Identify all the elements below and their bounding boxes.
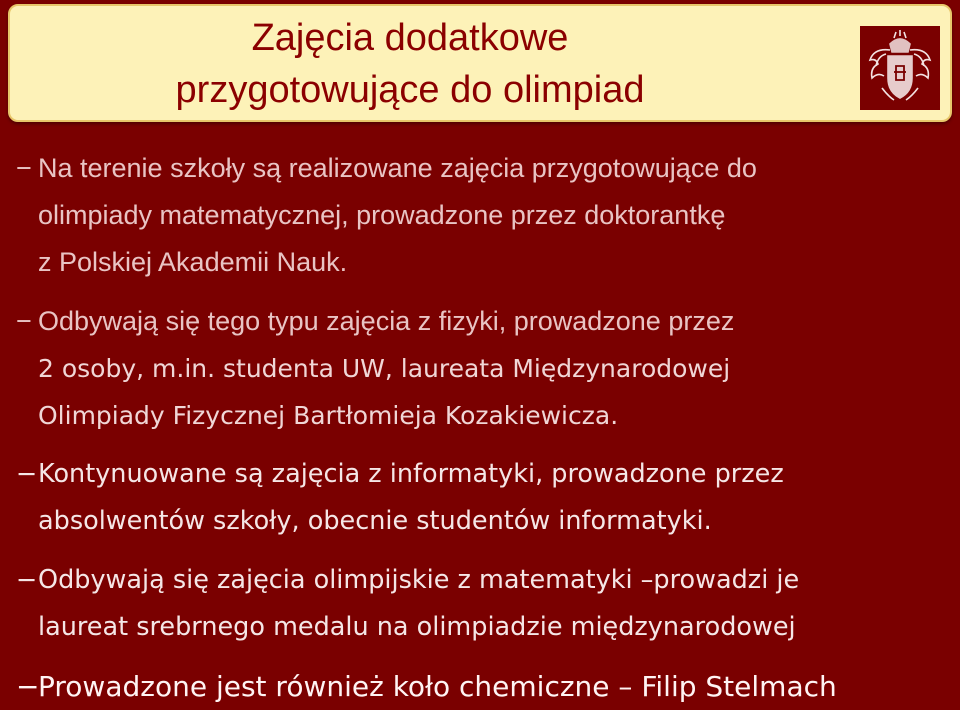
bullet-text-line: Na terenie szkoły są realizowane zajęcia przygotowujące do (38, 153, 757, 183)
bullet-item-5 (16, 663, 946, 710)
bullet-item-1 (16, 145, 946, 286)
bullet-marker: − (16, 153, 32, 183)
bullet-list (16, 145, 946, 710)
bullet-text-line: Prowadzone jest również koło chemiczne – Filip Stelmach (38, 670, 837, 703)
bullet-text-line: Olimpiady Fizycznej Bartłomieja Kozakiewicza. (38, 401, 619, 430)
bullet-item-2 (16, 298, 946, 439)
bullet-text-line: olimpiady matematycznej, prowadzone przez doktorantkę (38, 200, 726, 230)
coat-of-arms-icon (860, 26, 940, 110)
title-box (8, 4, 952, 122)
bullet-text-line: Odbywają się zajęcia olimpijskie z matematyki –prowadzi je (38, 565, 800, 595)
bullet-marker: − (16, 459, 38, 489)
bullet-item-4 (16, 557, 946, 651)
slide-title (10, 12, 810, 116)
bullet-text-line: z Polskiej Akademii Nauk. (38, 247, 348, 277)
bullet-text-line: laureat srebrnego medalu na olimpiadzie międzynarodowej (38, 612, 796, 642)
bullet-text-line: 2 osoby, m.in. studenta UW, laureata Międzynarodowej (38, 354, 731, 383)
bullet-marker: − (16, 670, 40, 703)
bullet-text-line: Odbywają się tego typu zajęcia z fizyki, prowadzone przez (38, 306, 735, 336)
bullet-text-line: Kontynuowane są zajęcia z informatyki, prowadzone przez (38, 459, 784, 489)
title-line-2: przygotowujące do olimpiad (175, 69, 645, 111)
bullet-item-3 (16, 451, 946, 545)
bullet-marker: − (16, 306, 32, 336)
bullet-text-line: absolwentów szkoły, obecnie studentów informatyki. (38, 506, 712, 536)
bullet-marker: − (16, 565, 38, 595)
title-line-1: Zajęcia dodatkowe (251, 17, 569, 59)
